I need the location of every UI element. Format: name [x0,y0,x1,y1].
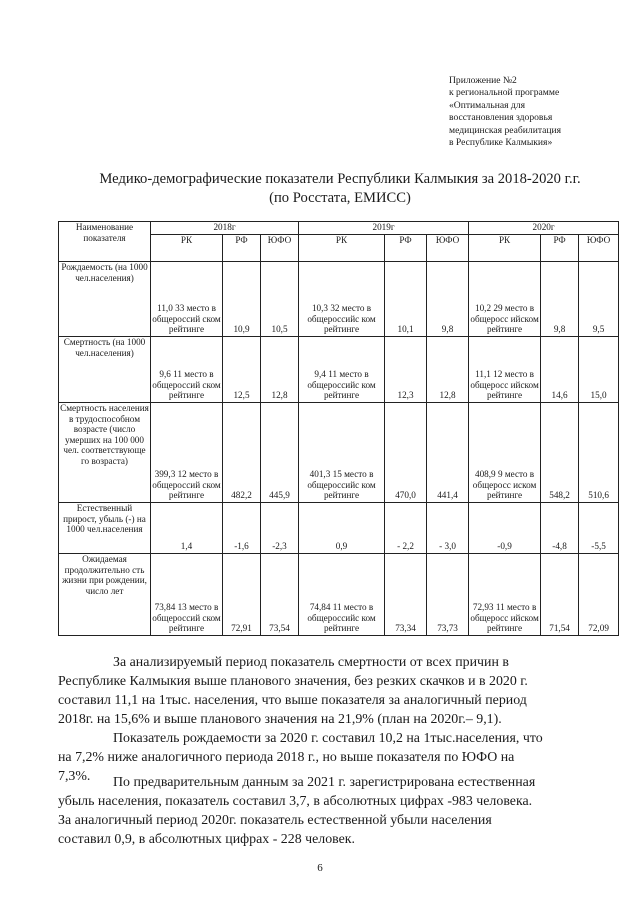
text-line: За аналогичный период 2020г. показатель естественной убыли населения [58,813,492,828]
header-rk: РК [299,235,385,262]
text-line: За анализируемый период показатель смертности от всех причин в [113,655,509,670]
cell-rf-2020: 9,8 [541,262,579,337]
cell-rf-2018: -1,6 [223,503,261,554]
header-rk: РК [469,235,541,262]
cell-rf-2018: 482,2 [223,403,261,503]
cell-rf-2019: 470,0 [385,403,427,503]
table-row [59,554,619,636]
text-line: составил 0,9, в абсолютных цифрах - 228 человек. [58,832,356,847]
cell-rk-2018: 9,6 11 место в общероссий ском рейтинге [151,337,223,403]
text-line: Республике Калмыкия выше планового значения, без резких скачков и в 2020 г. [58,674,528,689]
cell-ufo-2019: - 3,0 [427,503,469,554]
cell-ufo-2020: 72,09 [579,554,619,636]
cell-rf-2020: 548,2 [541,403,579,503]
appendix-line: «Оптимальная для [449,99,525,111]
title-line: Медико-демографические показатели Республики Калмыкия за 2018-2020 г.г. [99,171,581,187]
text-line: на 7,2% ниже аналогичного периода 2018 г., но выше показателя по ЮФО на [58,750,515,765]
cell-rk-2020: -0,9 [469,503,541,554]
cell-ufo-2019: 73,73 [427,554,469,636]
cell-rf-2019: 10,1 [385,262,427,337]
cell-rk-2019: 10,3 32 место в общероссийс ком рейтинге [299,262,385,337]
cell-rk-2019: 74,84 11 место в общероссийс ком рейтинге [299,554,385,636]
text-line: 2018г. на 15,6% и выше планового значения на 21,9% (план на 2020г.– 9,1). [58,712,502,727]
header-rk: РК [151,235,223,262]
document-title [40,170,640,208]
cell-rk-2019: 9,4 11 место в общероссийс ком рейтинге [299,337,385,403]
row-label: Ожидаемая продолжительно сть жизни при рождении, число лет [59,554,151,636]
appendix-line: Приложение №2 [449,75,517,86]
cell-ufo-2020: 15,0 [579,337,619,403]
appendix-line: в Республике Калмыкия» [449,137,553,149]
cell-rk-2018: 399,3 12 место в общероссий ском рейтинге [151,403,223,503]
cell-rf-2019: 12,3 [385,337,427,403]
row-label: Смертность населения в трудоспособном возрасте (число умерших на 100 000 чел. соответствующе го возраста) [59,403,151,503]
text-line: Показатель рождаемости за 2020 г. составил 10,2 на 1тыс.населения, что [113,731,543,746]
table-row [59,403,619,503]
table-row [59,503,619,554]
text-line: составил 11,1 на 1тыс. населения, что выше показателя за аналогичный период [58,693,527,708]
row-label: Рождаемость (на 1000 чел.населения) [59,262,151,337]
cell-rf-2019: 73,34 [385,554,427,636]
cell-ufo-2020: 510,6 [579,403,619,503]
cell-rk-2020: 408,9 9 место в общеросс иском рейтинге [469,403,541,503]
cell-rf-2019: - 2,2 [385,503,427,554]
cell-rf-2020: 14,6 [541,337,579,403]
cell-rk-2018: 11,0 33 место в общероссий ском рейтинге [151,262,223,337]
cell-ufo-2018: 12,8 [261,337,299,403]
demographic-table [58,221,619,636]
cell-ufo-2018: 10,5 [261,262,299,337]
cell-rk-2020: 11,1 12 место в общеросс ийском рейтинге [469,337,541,403]
text-line: По предварительным данным за 2021 г. зарегистрирована естественная [113,775,536,790]
cell-rf-2020: 71,54 [541,554,579,636]
cell-rf-2018: 72,91 [223,554,261,636]
cell-rf-2020: -4,8 [541,503,579,554]
cell-ufo-2020: -5,5 [579,503,619,554]
cell-rf-2018: 10,9 [223,262,261,337]
header-year-2018: 2018г [151,222,299,235]
cell-rk-2018: 1,4 [151,503,223,554]
cell-rk-2019: 401,3 15 место в общероссийс ком рейтинге [299,403,385,503]
appendix-line: восстановления здоровья [449,112,553,124]
cell-ufo-2019: 9,8 [427,262,469,337]
header-year-2020: 2020г [469,222,619,235]
cell-rk-2018: 73,84 13 место в общероссий ском рейтинге [151,554,223,636]
header-ufo: ЮФО [579,235,619,262]
cell-rk-2020: 72,93 11 место в общеросс ийском рейтинге [469,554,541,636]
text-line: убыль населения, показатель составил 3,7, в абсолютных цифрах -983 человека. [58,794,533,809]
cell-ufo-2018: 445,9 [261,403,299,503]
cell-rk-2020: 10,2 29 место в общеросс ийском рейтинге [469,262,541,337]
header-ufo: ЮФО [261,235,299,262]
row-label: Естественный прирост, убыль (-) на 1000 чел.населения [59,503,151,554]
cell-ufo-2018: 73,54 [261,554,299,636]
header-rf: РФ [223,235,261,262]
row-label: Смертность (на 1000 чел.населения) [59,337,151,403]
text-line: 7,3%. [58,769,91,784]
appendix-line: медицинская реабилитация [449,124,562,136]
appendix-line: к региональной программе [449,87,560,99]
cell-ufo-2020: 9,5 [579,262,619,337]
title-subline: (по Росстата, ЕМИСС) [269,190,411,206]
header-ufo: ЮФО [427,235,469,262]
paragraph-natural-decline [58,773,587,849]
page-number: 6 [317,862,323,874]
table-row [59,337,619,403]
table-row [59,262,619,337]
paragraph-mortality [58,653,587,729]
header-rf: РФ [541,235,579,262]
cell-rf-2018: 12,5 [223,337,261,403]
header-rf: РФ [385,235,427,262]
cell-rk-2019: 0,9 [299,503,385,554]
cell-ufo-2019: 441,4 [427,403,469,503]
header-indicator: Наименование показателя [59,222,151,262]
cell-ufo-2019: 12,8 [427,337,469,403]
cell-ufo-2018: -2,3 [261,503,299,554]
header-year-2019: 2019г [299,222,469,235]
appendix-note [449,75,629,149]
